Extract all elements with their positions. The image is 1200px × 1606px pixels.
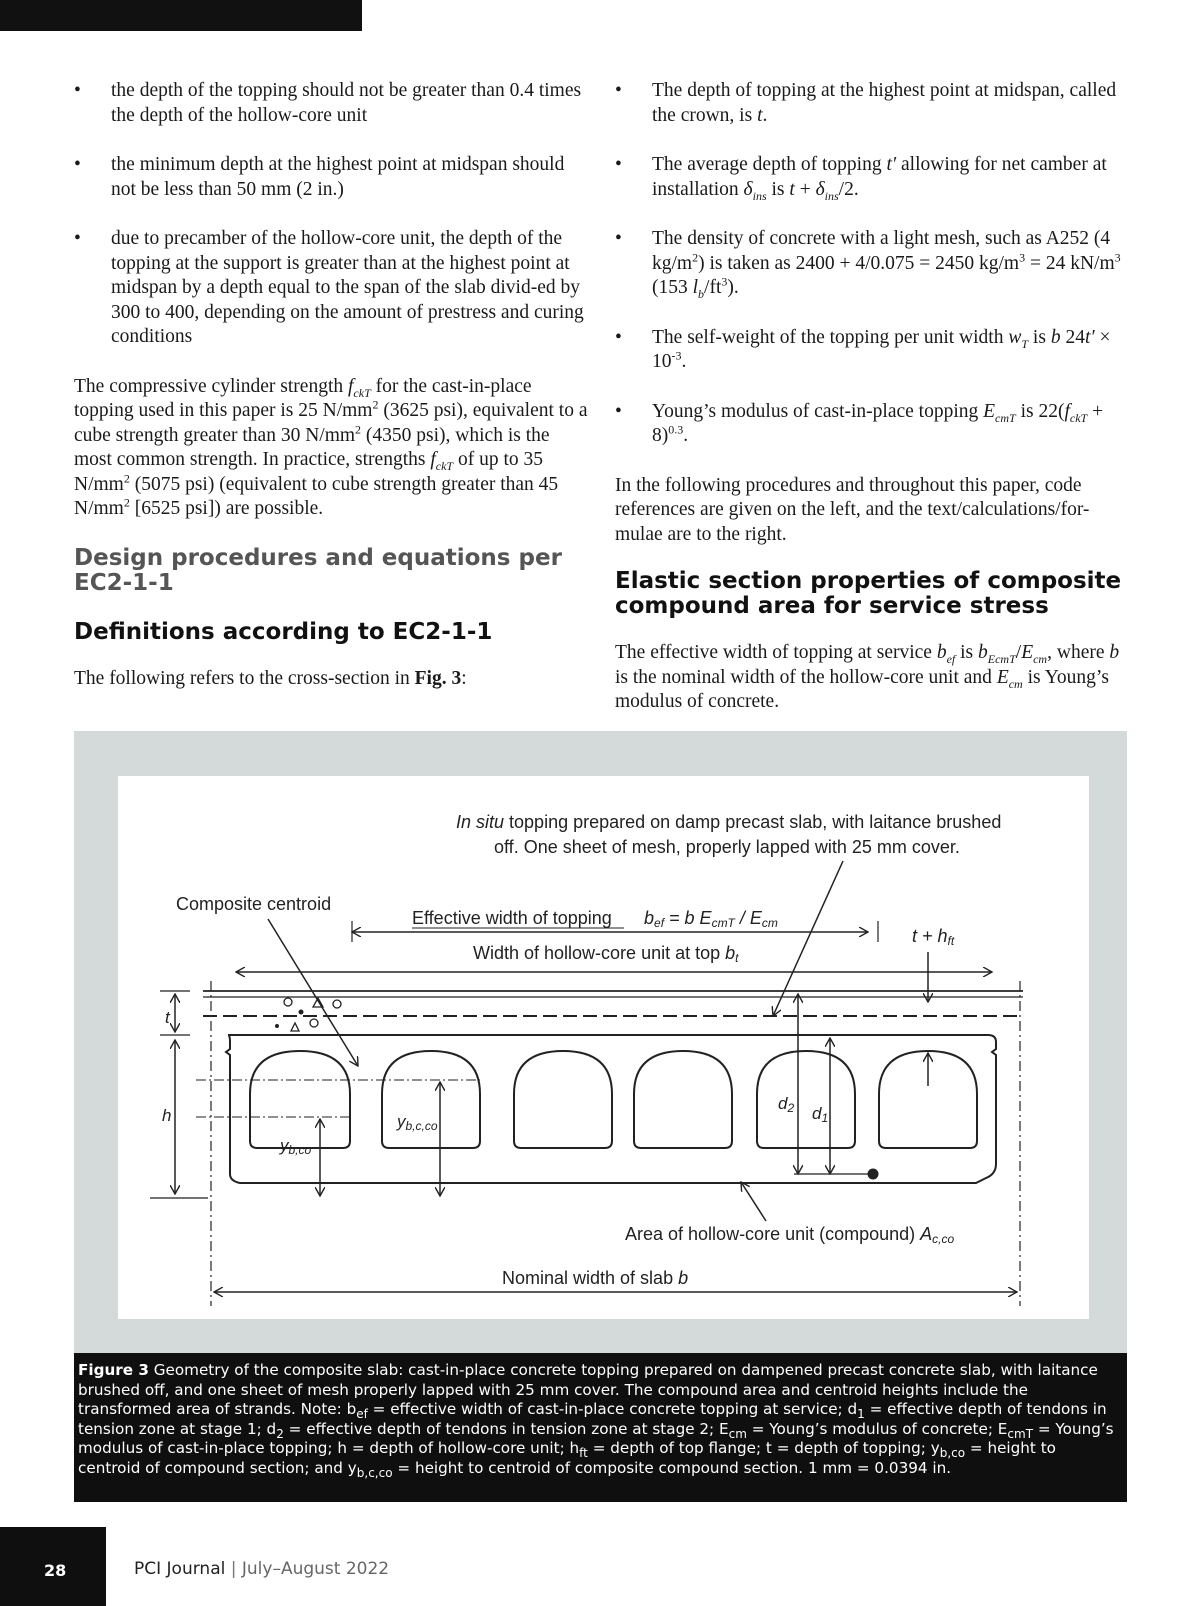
unit-depth-symbol: h xyxy=(162,1106,172,1125)
strand-symbol xyxy=(333,1000,341,1008)
section-heading-elastic-properties: Elastic section properties of composite compound area for service stress xyxy=(615,568,1122,619)
section-heading-design-procedures: Design procedures and equations per EC2-1-1 xyxy=(74,544,562,596)
figure-reference-paragraph: The following refers to the cross-section in Fig. 3: xyxy=(74,667,467,689)
list-item: • The average depth of topping t′ allowing for net camber at installation $\delta_{ins}$ is $t + \delta_{ins}/2$. xyxy=(615,153,1130,202)
figure-3-caption: Figure 3 Geometry of the composite slab: cast-in-place concrete topping prepared on dampened precast concrete slab, with laitance brushed off, and one sheet of mesh properly lapped with 25 mm cover. The compound area and centroid heights include the transformed area of strands. Note: $b_{ef}$ = effective width of cast-in-place concrete topping at service; $d_1$ = effective depth of tendons in tension zone at stage 1; $d_2$ = effective depth of tendons in tension zone at stage 2; $E_{cm}$ = Young’s modulus of concrete; $E_{cmT}$ = Young’s modulus of cast-in-place topping; h = depth of hollow-core unit; $h_{ft}$ = depth of top flange; t = depth of topping; $y_{b,co}$ = height to centroid of compound section; and $y_{b,c,co}$ = height to centroid of composite compound section. 1 mm = 0.0394 in. xyxy=(74,1353,1127,1502)
area-leader xyxy=(741,1182,766,1221)
topping-note-line-2: off. One sheet of mesh, properly lapped with 25 mm cover. xyxy=(494,837,960,857)
topping-note-line-1: In situ topping prepared on damp precast slab, with laitance brushed xyxy=(456,812,1002,832)
left-column xyxy=(74,79,592,691)
footer-separator: | xyxy=(230,1559,237,1579)
compound-centroid-height-label: yb,co xyxy=(280,1136,312,1157)
strand-symbol xyxy=(299,1010,304,1015)
list-item: • The depth of topping at the highest point at midspan, called the crown, is t. xyxy=(615,79,1130,128)
list-item: • the minimum depth at the highest point at midspan should not be less than 50 mm (2 in.) xyxy=(74,153,592,202)
core-void xyxy=(382,1051,480,1148)
effective-width-paragraph: The effective width of topping at service $b_{ef}$ is $b_{EcmT}/E_{cm}$, where b is the nominal width of the hollow-core unit and $E_{cm}$ is Young’s modulus of concrete. xyxy=(615,642,1120,712)
figure-3-cross-section-diagram xyxy=(118,776,1089,1319)
figure-link[interactable]: Fig. 3 xyxy=(414,667,462,689)
list-item: • Young’s modulus of cast-in-place topping $E_{cmT}$ is $22(f_{ckT} + 8)^{0.3}$. xyxy=(615,400,1130,449)
topping-depth-symbol: t xyxy=(165,1008,170,1027)
topping-plus-flange-label: t + hft xyxy=(912,926,955,948)
strand-symbol xyxy=(284,998,292,1006)
list-item: • The density of concrete with a light mesh, such as A252 (4 $kg/m^2$) is taken as 2400 + 4/0.075 = 2450 $kg/m^3 = 24$ $kN/m^3$ (153 $l_b/ft^3$). xyxy=(615,227,1130,301)
composite-centroid-label: Composite centroid xyxy=(176,894,332,914)
strand-symbol xyxy=(291,1023,299,1031)
page-number: 28 xyxy=(44,1561,67,1580)
left-bullet-list xyxy=(74,79,592,350)
strength-paragraph: The compressive cylinder strength $f_{ckT}$ for the cast-in-place topping used in this paper is 25 $N/mm^2$ (3625 psi), equivalent to a cube strength greater than 30 $N/mm^2$ (4350 psi), which is the most common strength. In practice, strengths $f_{ckT}$ of up to 35 $N/mm^2$ (5075 psi) (equivalent to cube strength greater than 45 $N/mm^2$ [6525 psi]) are possible. xyxy=(74,375,588,519)
top-width-label: Width of hollow-core unit at top bt xyxy=(473,943,739,965)
caption-label: Figure 3 xyxy=(78,1361,149,1379)
effective-depth-stage-2-label: d2 xyxy=(778,1094,795,1115)
composite-centroid-height-label: yb,c,co xyxy=(397,1112,438,1133)
effective-width-label: Effective width of topping xyxy=(412,908,612,928)
strand-symbol xyxy=(310,1019,318,1027)
strand-symbol xyxy=(275,1024,279,1028)
tendon-centroid-dot xyxy=(868,1169,879,1180)
core-void xyxy=(514,1051,612,1148)
list-item: • The self-weight of the topping per unit width $w_T$ is b $24t' \times 10^{-3}$. xyxy=(615,326,1130,375)
issue-date: July–August 2022 xyxy=(241,1559,390,1579)
topping-note-leader xyxy=(773,861,843,1016)
core-void xyxy=(757,1051,855,1148)
figure-3-panel xyxy=(74,731,1127,1353)
core-void xyxy=(634,1051,732,1148)
list-item: • due to precamber of the hollow-core unit, the depth of the topping at the support is greater than at the highest point at midspan by a depth equal to the span of the slab divid-ed by 300 to 400, depending on the amount of prestress and curing conditions xyxy=(74,227,592,350)
list-item: • the depth of the topping should not be greater than 0.4 times the depth of the hollow-core unit xyxy=(74,79,592,128)
top-black-bar xyxy=(0,0,362,31)
right-column xyxy=(615,79,1130,715)
effective-depth-stage-1-label: d1 xyxy=(812,1104,829,1125)
section-heading-definitions: Definitions according to EC2-1-1 xyxy=(74,618,493,645)
nominal-width-label: Nominal width of slab b xyxy=(502,1268,689,1288)
running-footer xyxy=(134,1559,389,1579)
effective-width-formula: bef = b EcmT / Ecm xyxy=(644,908,778,930)
procedures-paragraph: In the following procedures and throughout this paper, code references are given on the left, and the text/calculations/for-mulae are to the right. xyxy=(615,474,1090,545)
right-bullet-list xyxy=(615,79,1130,449)
core-void xyxy=(250,1051,350,1148)
figure-3-drawing-area xyxy=(118,776,1089,1319)
centroid-leader xyxy=(268,919,358,1066)
compound-area-label: Area of hollow-core unit (compound) Ac,co xyxy=(625,1224,955,1246)
journal-name: PCI Journal xyxy=(134,1559,226,1579)
